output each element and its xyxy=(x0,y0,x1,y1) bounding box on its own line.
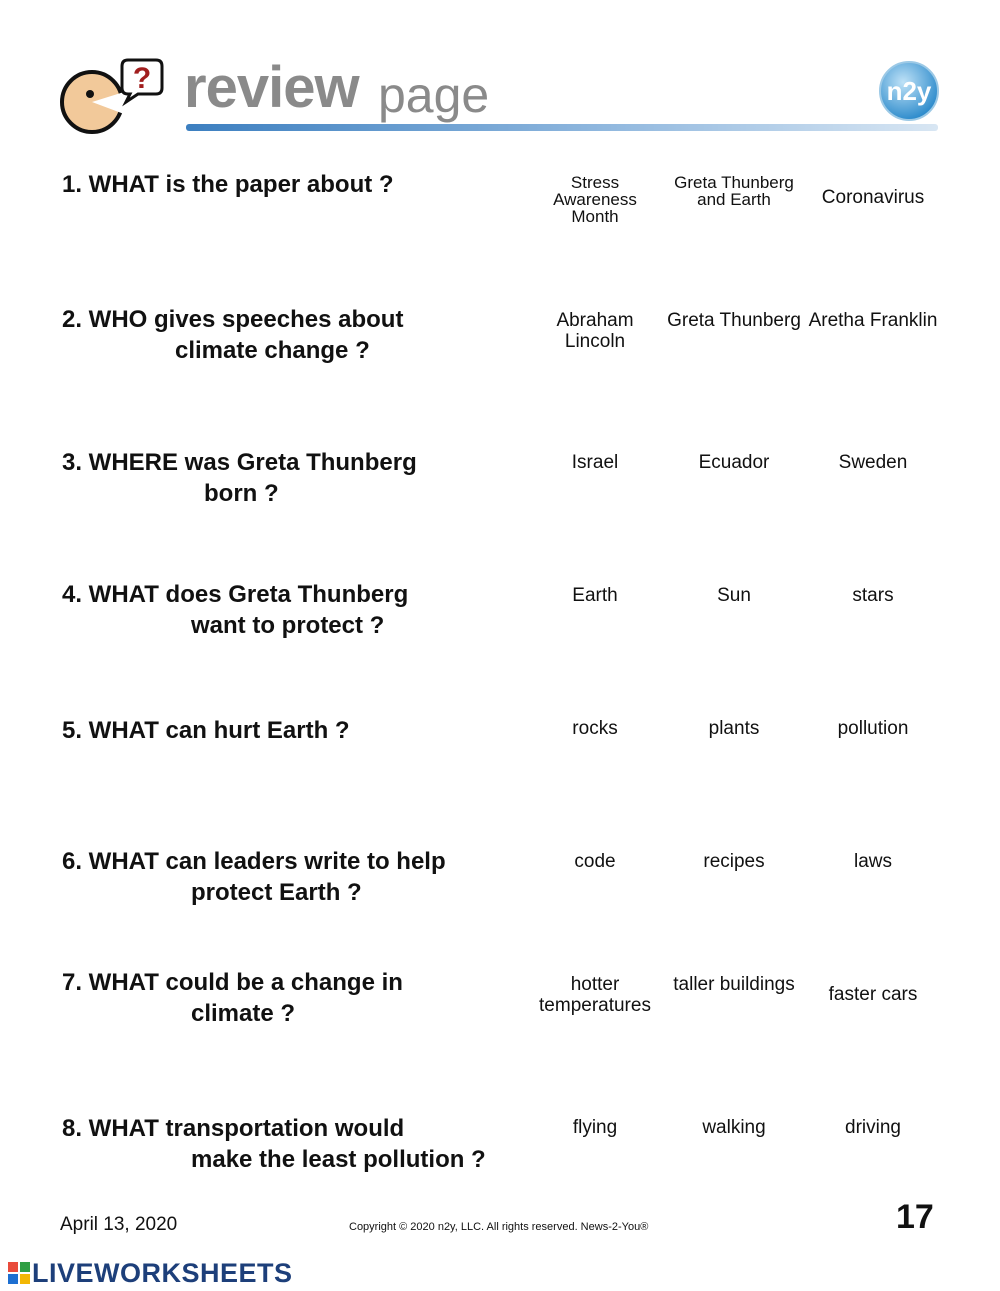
question-8-line1: 8. WHAT transportation would xyxy=(62,1115,405,1142)
question-8 xyxy=(62,1113,486,1175)
n2y-logo xyxy=(878,60,940,122)
question-6-line1: 6. WHAT can leaders write to help xyxy=(62,848,446,875)
footer-date: April 13, 2020 xyxy=(60,1214,178,1235)
liveworksheets-logo-icon xyxy=(8,1262,30,1284)
liveworksheets-brand[interactable]: LIVEWORKSHEETS xyxy=(32,1258,293,1288)
title-page: page xyxy=(378,67,490,123)
question-2-line2: climate change ? xyxy=(175,337,370,364)
question-4-line2: want to protect ? xyxy=(191,612,385,639)
q4-option-3[interactable]: stars xyxy=(852,585,894,606)
question-1-text: 1. WHAT is the paper about ? xyxy=(62,171,394,198)
question-8-line2: make the least pollution ? xyxy=(191,1146,486,1173)
question-6-line2: protect Earth ? xyxy=(191,879,362,906)
title-underline xyxy=(186,124,938,131)
question-7 xyxy=(62,967,403,1029)
q4-option-1[interactable]: Earth xyxy=(572,585,618,606)
q6-option-1[interactable]: code xyxy=(574,851,616,872)
speaking-face-icon xyxy=(58,58,168,138)
question-4 xyxy=(62,579,408,641)
speech-bubble-icon xyxy=(122,60,162,102)
q1-option-1[interactable]: Stress Awareness Month xyxy=(553,173,637,226)
question-7-line1: 7. WHAT could be a change in xyxy=(62,969,403,996)
q1-option-3[interactable]: Coronavirus xyxy=(821,187,925,208)
page-number: 17 xyxy=(896,1198,934,1236)
question-2 xyxy=(62,304,403,366)
svg-text:n2y: n2y xyxy=(886,76,932,106)
q6-option-2[interactable]: recipes xyxy=(703,851,765,872)
question-7-line2: climate ? xyxy=(191,1000,296,1027)
q8-option-1[interactable]: flying xyxy=(572,1117,618,1138)
q2-option-2[interactable]: Greta Thunberg xyxy=(667,310,801,331)
question-5-text: 5. WHAT can hurt Earth ? xyxy=(62,717,350,744)
q4-option-2[interactable]: Sun xyxy=(717,585,751,606)
q5-option-3[interactable]: pollution xyxy=(837,718,909,739)
question-5 xyxy=(62,715,350,746)
q8-option-3[interactable]: driving xyxy=(845,1117,901,1138)
q3-option-2[interactable]: Ecuador xyxy=(698,452,770,473)
q7-option-3[interactable]: faster cars xyxy=(828,984,918,1005)
footer-copyright: Copyright © 2020 n2y, LLC. All rights reserved. News-2-You® xyxy=(349,1221,649,1233)
q6-option-3[interactable]: laws xyxy=(853,851,892,872)
q7-option-2[interactable]: taller buildings xyxy=(673,974,795,995)
question-3-line1: 3. WHERE was Greta Thunberg xyxy=(62,449,417,476)
q5-option-2[interactable]: plants xyxy=(708,718,760,739)
q8-option-2[interactable]: walking xyxy=(702,1117,766,1138)
q3-option-1[interactable]: Israel xyxy=(571,452,619,473)
question-3-line2: born ? xyxy=(204,480,279,507)
q5-option-1[interactable]: rocks xyxy=(572,718,618,739)
svg-text:?: ? xyxy=(132,62,152,95)
q7-option-1[interactable]: hotter temperatures xyxy=(539,974,651,1016)
q2-option-3[interactable]: Aretha Franklin xyxy=(808,310,938,331)
q3-option-3[interactable]: Sweden xyxy=(838,452,908,473)
q2-option-1[interactable]: Abraham Lincoln xyxy=(556,310,634,352)
question-3 xyxy=(62,447,417,509)
question-1 xyxy=(62,169,394,200)
q1-option-2[interactable]: Greta Thunberg and Earth xyxy=(674,173,794,209)
question-2-line1: 2. WHO gives speeches about xyxy=(62,306,404,333)
question-6 xyxy=(62,846,446,908)
title-review: review xyxy=(184,55,359,120)
question-4-line1: 4. WHAT does Greta Thunberg xyxy=(62,581,409,608)
